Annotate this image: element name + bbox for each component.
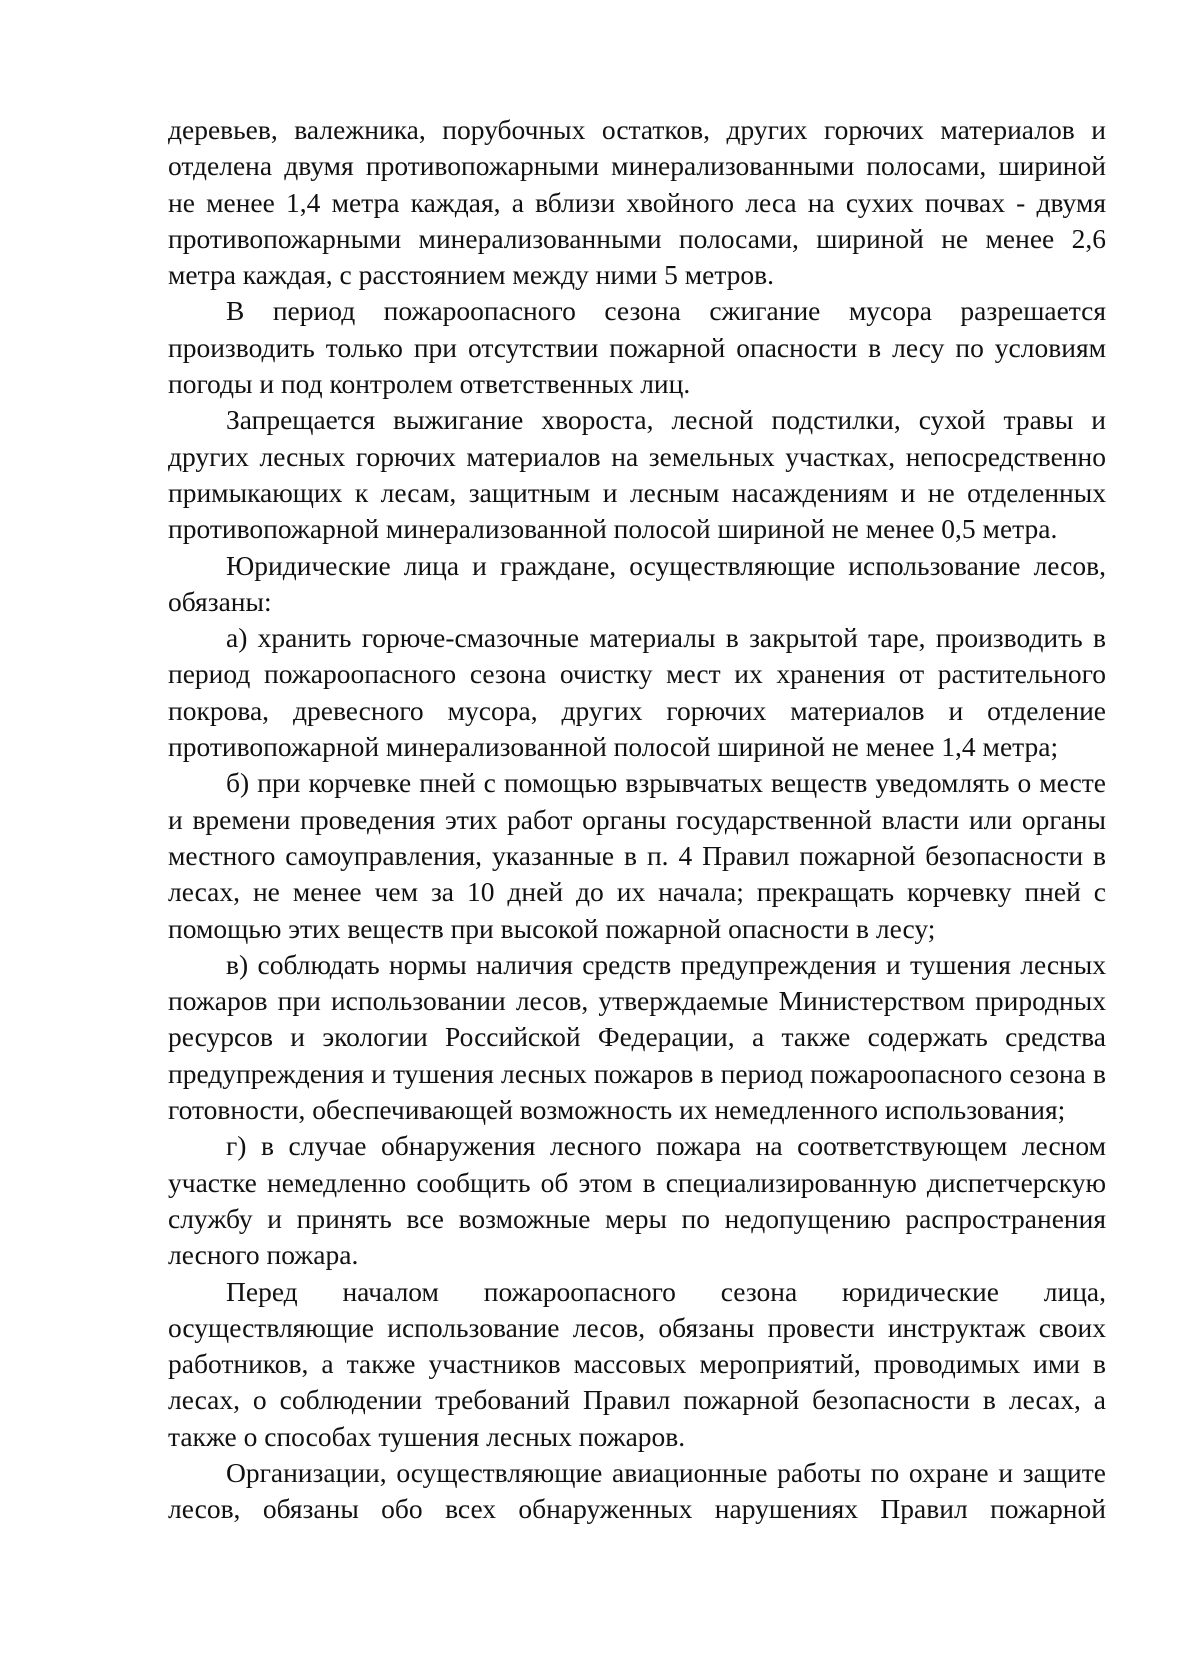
paragraph-7: в) соблюдать нормы наличия средств предупреждения и тушения лесных пожаров при использовании лесов, утверждаемые Министерством природных ресурсов и экологии Российской Федерации, а также содержать средства предупреждения и тушения лесных пожаров в период пожароопасного сезона в готовности, обеспечивающей возможность их немедленного использования; <box>168 948 1106 1126</box>
paragraph-5: а) хранить горюче-смазочные материалы в закрытой таре, производить в период пожароопасного сезона очистку мест их хранения от растительного покрова, древесного мусора, других горючих материалов и отделение противопожарной минерализованной полосой шириной не менее 1,4 метра; <box>168 622 1106 763</box>
paragraph-3: Запрещается выжигание хвороста, лесной подстилки, сухой травы и других лесных горючих материалов на земельных участках, непосредственно примыкающих к лесам, защитным и лесным насаждениям и не отделенных противопожарной минерализованной полосой шириной не менее 0,5 метра. <box>168 404 1106 545</box>
paragraph-2: В период пожароопасного сезона сжигание мусора разрешается производить только при отсутствии пожарной опасности в лесу по условиям погоды и под контролем ответственных лиц. <box>168 295 1106 400</box>
paragraph-6: б) при корчевке пней с помощью взрывчатых веществ уведомлять о месте и времени проведения этих работ органы государственной власти или органы местного самоуправления, указанные в п. 4 Правил пожарной безопасности в лесах, не менее чем за 10 дней до их начала; прекращать корчевку пней с помощью этих веществ при высокой пожарной опасности в лесу; <box>168 767 1106 944</box>
paragraph-9: Перед началом пожароопасного сезона юридические лица, осуществляющие использование лесов, обязаны провести инструктаж своих работников, а также участников массовых мероприятий, проводимых ими в лесах, о соблюдении требований Правил пожарной безопасности в лесах, а также о способах тушения лесных пожаров. <box>168 1275 1106 1452</box>
paragraph-8: г) в случае обнаружения лесного пожара на соответствующем лесном участке немедленно сообщить об этом в специализированную диспетчерскую службу и принять все возможные меры по недопущению распространения лесного пожара. <box>168 1130 1106 1271</box>
paragraph-4: Юридические лица и граждане, осуществляющие использование лесов, обязаны: <box>168 549 1106 617</box>
document-body <box>168 112 1106 1528</box>
paragraph-1: деревьев, валежника, порубочных остатков, других горючих материалов и отделена двумя противопожарными минерализованными полосами, шириной не менее 1,4 метра каждая, а вблизи хвойного леса на сухих почвах - двумя противопожарными минерализованными полосами, шириной не менее 2,6 метра каждая, с расстоянием между ними 5 метров. <box>168 114 1106 291</box>
paragraph-10: Организации, осуществляющие авиационные работы по охране и защите лесов, обязаны обо всех обнаруженных нарушениях Правил пожарной <box>168 1456 1106 1525</box>
